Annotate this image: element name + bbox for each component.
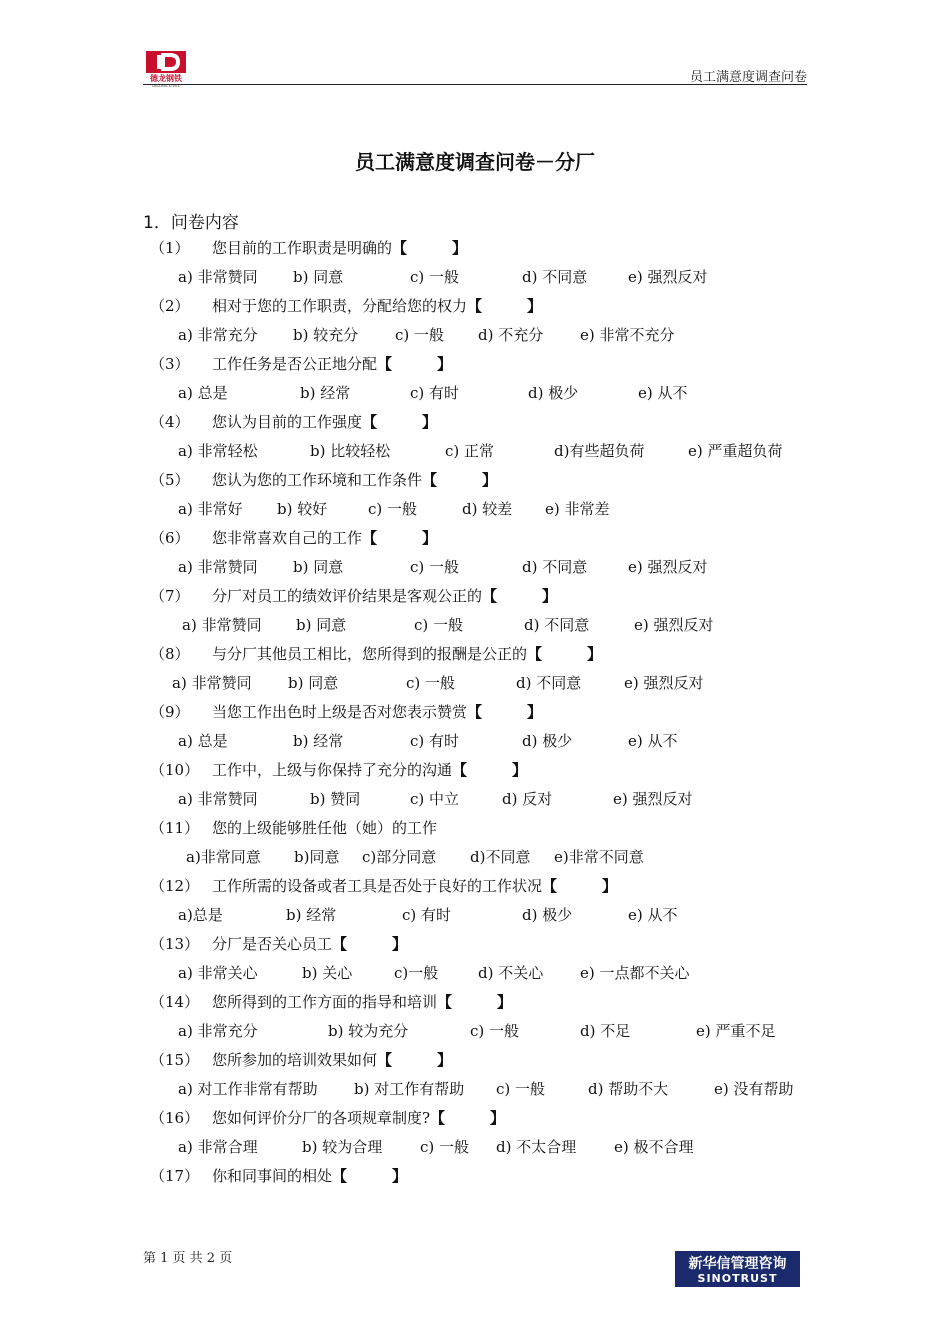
question-list — [150, 236, 830, 1222]
question-item — [150, 642, 830, 700]
answer-option[interactable]: e) 强烈反对 — [634, 616, 714, 634]
question-number: （10） — [150, 761, 200, 779]
answer-option[interactable]: d) 不充分 — [478, 326, 544, 344]
answer-option[interactable]: a) 非常充分 — [178, 326, 258, 344]
answer-option[interactable]: b) 赞同 — [310, 790, 361, 808]
answer-option[interactable]: a) 总是 — [178, 732, 228, 750]
question-text: 您非常喜欢自己的工作 — [212, 529, 363, 547]
question-number: （6） — [150, 529, 190, 547]
question-line — [150, 468, 497, 497]
question-item — [150, 236, 830, 294]
question-line — [150, 1164, 407, 1193]
answer-option[interactable]: b) 经常 — [293, 732, 344, 750]
answer-option[interactable]: b) 关心 — [302, 964, 353, 982]
answer-option[interactable]: b) 经常 — [286, 906, 337, 924]
answer-option[interactable]: d) 帮助不大 — [588, 1080, 669, 1098]
question-line — [150, 526, 437, 555]
question-number: （15） — [150, 1051, 200, 1069]
question-text: 您所得到的工作方面的指导和培训 — [212, 993, 438, 1011]
answer-option[interactable]: c)一般 — [394, 964, 439, 982]
question-number: （4） — [150, 413, 190, 431]
answer-option[interactable]: d) 反对 — [502, 790, 553, 808]
question-number: （9） — [150, 703, 190, 721]
answer-option[interactable]: b) 较为充分 — [328, 1022, 409, 1040]
section-heading: 1．问卷内容 — [143, 213, 239, 233]
answer-option[interactable]: a) 非常赞同 — [178, 268, 258, 286]
question-item — [150, 526, 830, 584]
answer-option[interactable]: e) 从不 — [628, 906, 678, 924]
question-text: 相对于您的工作职责，分配给您的权力 — [212, 297, 468, 315]
question-text: 当您工作出色时上级是否对您表示赞赏 — [212, 703, 468, 721]
answer-option[interactable]: c)部分同意 — [362, 848, 437, 866]
answer-option[interactable]: a)非常同意 — [186, 848, 261, 866]
answer-option[interactable]: a) 非常轻松 — [178, 442, 258, 460]
footer-logo-line2: SINOTRUST — [697, 1272, 778, 1285]
answer-option[interactable]: a)总是 — [178, 906, 223, 924]
answer-option[interactable]: c) 一般 — [470, 1022, 520, 1040]
answer-option[interactable]: a) 非常关心 — [178, 964, 258, 982]
answer-bracket[interactable]: 【 】 — [422, 471, 498, 489]
answer-option[interactable]: e) 强烈反对 — [613, 790, 693, 808]
question-line — [150, 932, 407, 961]
answer-bracket[interactable]: 【 】 — [332, 1167, 408, 1185]
answer-bracket[interactable]: 【 】 — [452, 761, 528, 779]
question-item — [150, 990, 830, 1048]
answer-option[interactable]: c) 一般 — [496, 1080, 546, 1098]
answer-option[interactable]: e) 从不 — [638, 384, 688, 402]
answer-option[interactable]: a) 对工作非常有帮助 — [178, 1080, 318, 1098]
footer-logo-line1: 新华信管理咨询 — [688, 1256, 787, 1272]
answer-option[interactable]: a) 总是 — [178, 384, 228, 402]
answer-option[interactable]: c) 一般 — [410, 558, 460, 576]
question-number: （14） — [150, 993, 200, 1011]
answer-option[interactable]: b) 同意 — [293, 268, 344, 286]
answer-bracket[interactable]: 【 】 — [392, 239, 468, 257]
question-number: （5） — [150, 471, 190, 489]
answer-option[interactable]: d) 不太合理 — [496, 1138, 577, 1156]
answer-option[interactable]: c) 一般 — [395, 326, 445, 344]
question-item — [150, 874, 830, 932]
question-item — [150, 1164, 830, 1222]
answer-bracket[interactable]: 【 】 — [377, 1051, 453, 1069]
answer-option[interactable]: e) 严重超负荷 — [688, 442, 783, 460]
answer-option[interactable]: a) 非常合理 — [178, 1138, 258, 1156]
logo-subtext: DELONG STEEL — [152, 84, 180, 88]
answer-option[interactable]: e) 从不 — [628, 732, 678, 750]
question-text: 分厂对员工的绩效评价结果是客观公正的 — [212, 587, 483, 605]
answer-option[interactable]: d)有些超负荷 — [554, 442, 645, 460]
answer-option[interactable]: e) 非常差 — [545, 500, 610, 518]
answer-option[interactable]: c) 一般 — [410, 268, 460, 286]
answer-bracket[interactable]: 【 】 — [377, 355, 453, 373]
question-item — [150, 410, 830, 468]
question-line — [150, 642, 602, 671]
answer-option[interactable]: c) 一般 — [414, 616, 464, 634]
answer-option[interactable]: a) 非常好 — [178, 500, 243, 518]
question-text: 您所参加的培训效果如何 — [212, 1051, 378, 1069]
page-number: 第 1 页 共 2 页 — [143, 1251, 233, 1266]
question-number: （16） — [150, 1109, 200, 1127]
question-line — [150, 410, 437, 439]
answer-option[interactable]: b) 同意 — [296, 616, 347, 634]
question-text: 工作中，上级与你保持了充分的沟通 — [212, 761, 453, 779]
header-title: 员工满意度调查问卷 — [689, 70, 807, 85]
question-item — [150, 816, 830, 874]
question-text: 分厂是否关心员工 — [212, 935, 333, 953]
answer-bracket[interactable]: 【 】 — [467, 703, 543, 721]
question-line — [150, 294, 542, 323]
question-text: 工作任务是否公正地分配 — [212, 355, 378, 373]
question-number: （12） — [150, 877, 200, 895]
logo-text: 德龙钢铁 — [150, 74, 182, 83]
answer-option[interactable]: a) 非常赞同 — [172, 674, 252, 692]
answer-option[interactable]: d) 不同意 — [516, 674, 582, 692]
answer-option[interactable]: b) 比较轻松 — [310, 442, 391, 460]
answer-option[interactable]: a) 非常充分 — [178, 1022, 258, 1040]
answer-bracket[interactable]: 【 】 — [482, 587, 558, 605]
answer-option[interactable]: d) 极少 — [528, 384, 579, 402]
question-text: 您认为目前的工作强度 — [212, 413, 363, 431]
answer-option[interactable]: c) 有时 — [410, 732, 460, 750]
answer-option[interactable]: b) 同意 — [288, 674, 339, 692]
answer-option[interactable]: b) 较充分 — [293, 326, 359, 344]
answer-option[interactable]: e) 没有帮助 — [714, 1080, 794, 1098]
question-item — [150, 584, 830, 642]
answer-option[interactable]: c) 一般 — [420, 1138, 470, 1156]
sinotrust-logo — [675, 1251, 800, 1287]
question-line — [150, 874, 617, 903]
answer-option[interactable]: c) 中立 — [410, 790, 460, 808]
question-line — [150, 584, 557, 613]
answer-option[interactable]: d) 较差 — [462, 500, 513, 518]
answer-option[interactable]: b) 经常 — [300, 384, 351, 402]
answer-option[interactable]: e) 严重不足 — [696, 1022, 776, 1040]
question-text: 工作所需的设备或者工具是否处于良好的工作状况 — [212, 877, 543, 895]
question-item — [150, 758, 830, 816]
question-item — [150, 1048, 830, 1106]
question-line — [150, 352, 452, 381]
question-line — [150, 1106, 505, 1135]
answer-bracket[interactable]: 【 】 — [527, 645, 603, 663]
answer-option[interactable]: d)不同意 — [470, 848, 531, 866]
answer-option[interactable]: e) 强烈反对 — [624, 674, 704, 692]
answer-bracket[interactable]: 【 】 — [542, 877, 618, 895]
question-line — [150, 700, 542, 729]
answer-option[interactable]: c) 正常 — [445, 442, 495, 460]
question-line — [150, 236, 467, 265]
question-line — [150, 816, 437, 845]
question-text: 您的上级能够胜任他（她）的工作 — [212, 819, 438, 837]
document-title: 员工满意度调查问卷－分厂 — [355, 150, 595, 174]
answer-option[interactable]: b) 同意 — [293, 558, 344, 576]
answer-option[interactable]: b)同意 — [294, 848, 340, 866]
answer-bracket[interactable]: 【 】 — [332, 935, 408, 953]
question-item — [150, 700, 830, 758]
question-number: （11） — [150, 819, 200, 837]
answer-option[interactable]: e) 非常不充分 — [580, 326, 675, 344]
question-number: （7） — [150, 587, 190, 605]
question-item — [150, 352, 830, 410]
question-number: （3） — [150, 355, 190, 373]
answer-option[interactable]: e)非常不同意 — [554, 848, 644, 866]
question-text: 您认为您的工作环境和工作条件 — [212, 471, 423, 489]
answer-option[interactable]: d) 极少 — [522, 732, 573, 750]
answer-option[interactable]: c) 有时 — [410, 384, 460, 402]
answer-option[interactable]: a) 非常赞同 — [178, 558, 258, 576]
answer-option[interactable]: a) 非常赞同 — [182, 616, 262, 634]
answer-option[interactable]: b) 较好 — [277, 500, 328, 518]
answer-bracket[interactable]: 【 】 — [437, 993, 513, 1011]
answer-option[interactable]: d) 不同意 — [524, 616, 590, 634]
question-item — [150, 468, 830, 526]
answer-option[interactable]: a) 非常赞同 — [178, 790, 258, 808]
question-text: 您如何评价分厂的各项规章制度? — [212, 1109, 431, 1127]
answer-option[interactable]: e) 强烈反对 — [628, 558, 708, 576]
question-line — [150, 758, 527, 787]
answer-option[interactable]: e) 极不合理 — [614, 1138, 694, 1156]
answer-option[interactable]: d) 不同意 — [522, 558, 588, 576]
answer-option[interactable]: c) 一般 — [406, 674, 456, 692]
answer-option[interactable]: c) 一般 — [368, 500, 418, 518]
question-number: （8） — [150, 645, 190, 663]
answer-option[interactable]: d) 极少 — [522, 906, 573, 924]
answer-option[interactable]: b) 较为合理 — [302, 1138, 383, 1156]
question-text: 与分厂其他员工相比，您所得到的报酬是公正的 — [212, 645, 528, 663]
answer-option[interactable]: b) 对工作有帮助 — [354, 1080, 465, 1098]
answer-bracket[interactable]: 【 】 — [467, 297, 543, 315]
answer-option[interactable]: d) 不关心 — [478, 964, 544, 982]
question-number: （1） — [150, 239, 190, 257]
answer-bracket[interactable]: 【 】 — [430, 1109, 506, 1127]
answer-option[interactable]: d) 不同意 — [522, 268, 588, 286]
answer-option[interactable]: e) 一点都不关心 — [580, 964, 690, 982]
question-number: （2） — [150, 297, 190, 315]
answer-option[interactable]: d) 不足 — [580, 1022, 631, 1040]
question-text: 您目前的工作职责是明确的 — [212, 239, 393, 257]
question-item — [150, 932, 830, 990]
question-item — [150, 294, 830, 352]
header-divider — [143, 84, 807, 85]
question-line — [150, 1048, 452, 1077]
question-line — [150, 990, 512, 1019]
question-item — [150, 1106, 830, 1164]
answer-bracket[interactable]: 【 】 — [362, 529, 438, 547]
answer-option[interactable]: c) 有时 — [402, 906, 452, 924]
answer-bracket[interactable]: 【 】 — [362, 413, 438, 431]
question-text: 你和同事间的相处 — [212, 1167, 333, 1185]
question-number: （13） — [150, 935, 200, 953]
answer-option[interactable]: e) 强烈反对 — [628, 268, 708, 286]
question-number: （17） — [150, 1167, 200, 1185]
